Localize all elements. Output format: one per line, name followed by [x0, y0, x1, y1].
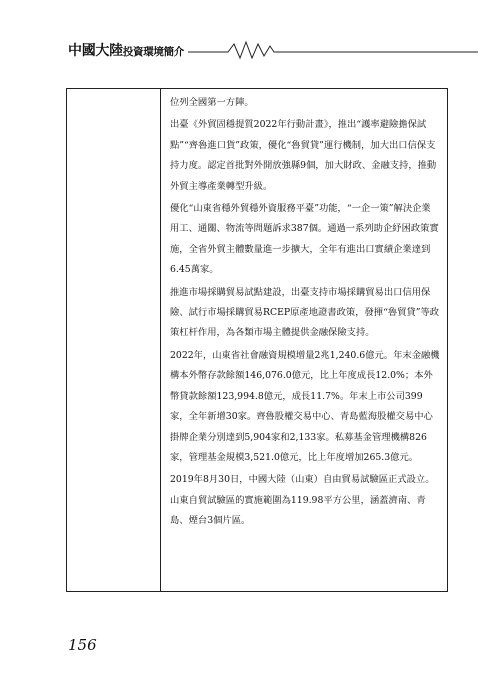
- content-table: [66, 88, 448, 592]
- body-text-column: [170, 93, 440, 532]
- paragraph: 2019年8月30日，中國大陸（山東）自由貿易試驗區正式設立。山東自貿試驗區的實施範圍為119.98平方公里，涵蓋濟南、青島、煙台3個片區。: [170, 474, 435, 527]
- paragraph: 出臺《外貿固穩提質2022年行動計畫》，推出“護率避險擔保試點”“齊魯進口貨”政策，優化“魯貿貸”運行機制，加大出口信保支持力度。認定首批對外開放強縣9個，加大財政、金融支持，推動外貿主導產業轉型升級。: [170, 119, 437, 192]
- page-header: [68, 40, 468, 60]
- page-number: 156: [68, 636, 97, 654]
- paragraph: 2022年，山東省社會融資規模增量2兆1,240.6億元。年末金融機構本外幣存款餘額146,076.0億元，比上年度成長12.0%；本外幣貸款餘額123,994.8億元，成長11.7%。年末上市公司399家，全年新增30家。齊魯股權交易中心、青島藍海股權交易中心掛牌企業分別達到5,904家和2,133家。私募基金管理機構826家，管理基金規模3,521.0億元，比上年度增加265.3億元。: [170, 349, 440, 463]
- paragraph: 位列全國第一方陣。: [170, 97, 254, 108]
- paragraph: 推進市場採購貿易試點建設，出臺支持市場採購貿易出口信用保險、試行市場採購貿易RCEP原產地證書政策，發揮“魯貿貸”等政策杠杆作用，為各類市場主體提供金融保險支持。: [170, 286, 440, 339]
- running-title: [68, 40, 184, 60]
- paragraph: 優化“山東省穩外貿穩外資服務平臺”功能，“一企一策”解決企業用工、通關、物流等問題訴求387個。通過一系列助企紓困政策實施，全省外貿主體數量進一步擴大，全年有進出口實績企業達到6.45萬家。: [170, 203, 439, 276]
- running-title-sub: 投資環境簡介: [122, 46, 185, 58]
- waveform-rule-icon: [188, 40, 478, 60]
- running-title-main: 中國大陸: [68, 43, 123, 59]
- column-divider: [160, 89, 161, 591]
